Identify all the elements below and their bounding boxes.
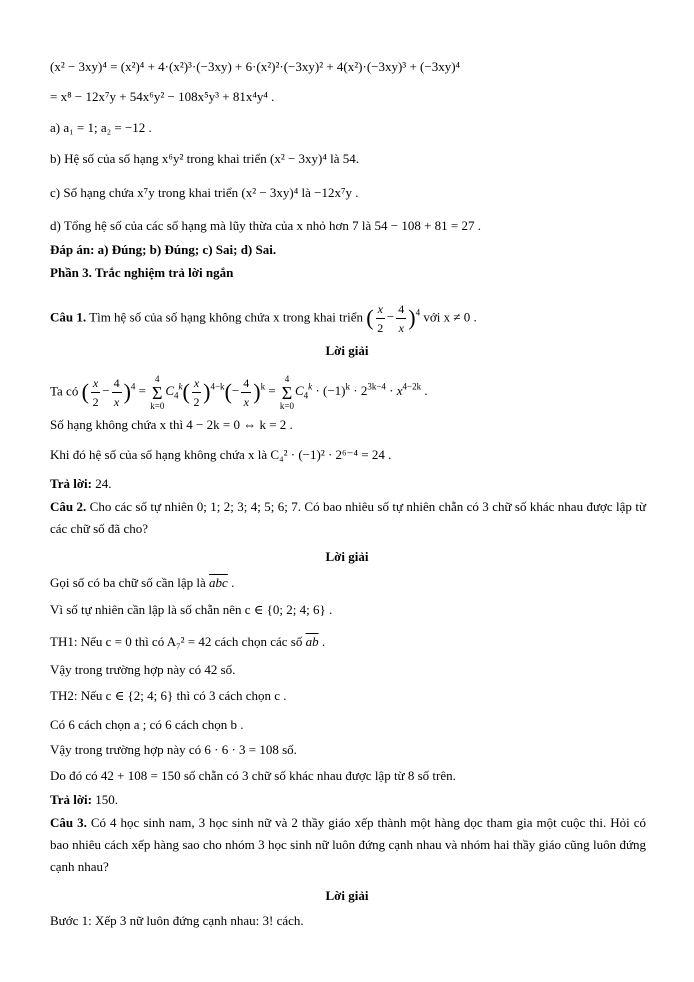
q1-solution-step-1 bbox=[50, 374, 428, 411]
q1-step1-formula: ( $\frac{x}{2}$ − $\frac{4}{x}$ )$^4$ = 4 Σ k=0 $C_4^k$( $\frac{x}{2}$ )$^{4-k}$(− $\frac{4}{x}$ )$^k$ = 4 Σ k=0 $C_4^k \cdot (-1)^k \cdot 2^{3k-4} \cdot x^{4-2k}$ . bbox=[81, 373, 428, 411]
q2-step1-var: $\overline{abc}$ bbox=[209, 575, 228, 590]
q2-answer-label: Trả lời: bbox=[50, 792, 92, 807]
q3-solution-title: Lời giải bbox=[325, 888, 369, 903]
question-2-text: Cho các số tự nhiên 0; 1; 2; 3; 4; 5; 6; 7. Có bao nhiêu số tự nhiên chẵn có 3 chữ số khác nhau được lập từ các chữ số đã cho? bbox=[50, 499, 646, 536]
q2-solution-step-8: Do đó có 42 + 108 = 150 số chẵn có 3 chữ số khác nhau được lập từ 8 số trên. bbox=[50, 768, 456, 783]
question-2-label: Câu 2. bbox=[50, 499, 87, 514]
q2-solution-step-3: TH1: Nếu c = 0 thì có A₇² = 42 cách chọn các số $\overline{ab}$ . bbox=[50, 634, 326, 649]
answer-key: Đáp án: a) Đúng; b) Đúng; c) Sai; d) Sai. bbox=[50, 242, 277, 257]
expansion-line-2: = x⁸ − 12x⁷y + 54x⁶y² − 108x⁵y³ + 81x⁴y⁴ . bbox=[50, 89, 275, 104]
section-title: Phần 3. Trắc nghiệm trả lời ngắn bbox=[50, 265, 234, 280]
question-3-label: Câu 3. bbox=[50, 815, 87, 830]
q2-answer bbox=[50, 791, 118, 809]
q2-solution-title: Lời giải bbox=[325, 549, 369, 564]
question-3-text: Có 4 học sinh nam, 3 học sinh nữ và 2 thầy giáo xếp thành một hàng dọc tham gia một cuộc thi. Hỏi có bao nhiêu cách xếp hàng sao cho nhóm 3 học sinh nữ luôn đứng cạnh nhau và nhóm hai thầy giáo cũng luôn đứng cạnh nhau? bbox=[50, 815, 646, 874]
q2-solution-step-4: Vậy trong trường hợp này có 42 số. bbox=[50, 662, 236, 677]
statement-d: d) Tổng hệ số của các số hạng mà lũy thừa của x nhỏ hơn 7 là 54 − 108 + 81 = 27 . bbox=[50, 218, 482, 233]
q2-answer-value: 150. bbox=[91, 792, 118, 807]
statement-a: a) a₁ = 1; a₂ = −12 . bbox=[50, 120, 152, 135]
question-2 bbox=[50, 496, 646, 540]
q1-answer-label: Trả lời: bbox=[50, 476, 92, 491]
q2-step1-text: Gọi số có ba chữ số cần lập là bbox=[50, 575, 210, 590]
q1-answer-value: 24. bbox=[91, 476, 112, 491]
q2-solution-step-2: Vì số tự nhiên cần lập là số chẵn nên c ∈ {0; 2; 4; 6} . bbox=[50, 602, 333, 617]
q1-solution-step-2: Số hạng không chứa x thì 4 − 2k = 0 ⇔ k = 2 . bbox=[50, 417, 293, 432]
q2-solution-step-5: TH2: Nếu c ∈ {2; 4; 6} thì có 3 cách chọn c . bbox=[50, 688, 287, 703]
question-1-tail: với x ≠ 0 . bbox=[423, 309, 477, 325]
q1-solution-step-3: Khi đó hệ số của số hạng không chứa x là C₄² · (−1)² · 2⁶⁻⁴ = 24 . bbox=[50, 447, 392, 462]
q2-solution-step-6: Có 6 cách chọn a ; có 6 cách chọn b . bbox=[50, 717, 244, 732]
q2-step3-text: TH1: Nếu c = 0 thì có A₇² = 42 cách chọn các số bbox=[50, 634, 306, 649]
q1-answer bbox=[50, 475, 111, 493]
question-3 bbox=[50, 812, 646, 878]
question-1-text: Tìm hệ số của số hạng không chứa x trong khai triển bbox=[89, 309, 363, 325]
q1-step1-prefix: Ta có bbox=[50, 383, 79, 399]
question-1-expression: ( $\frac{x}{2}$ − $\frac{4}{x}$ )$^4$ bbox=[366, 302, 421, 335]
q2-solution-step-7: Vậy trong trường hợp này có 6 · 6 · 3 = 108 số. bbox=[50, 742, 297, 757]
q2-solution-step-1: Gọi số có ba chữ số cần lập là $\overline{abc}$ . bbox=[50, 575, 235, 590]
statement-b: b) Hệ số của số hạng x⁶y² trong khai triển (x² − 3xy)⁴ là 54. bbox=[50, 151, 360, 166]
q3-solution-step-1: Bước 1: Xếp 3 nữ luôn đứng cạnh nhau: 3! cách. bbox=[50, 913, 304, 928]
q2-step3-var: $\overline{ab}$ bbox=[305, 634, 319, 649]
q1-solution-title: Lời giải bbox=[325, 343, 369, 358]
expansion-line-1: (x² − 3xy)⁴ = (x²)⁴ + 4·(x²)³·(−3xy) + 6·(x²)²·(−3xy)² + 4(x²)·(−3xy)³ + (−3xy)⁴ bbox=[50, 59, 461, 74]
question-1 bbox=[50, 300, 477, 337]
statement-c: c) Số hạng chứa x⁷y trong khai triển (x² − 3xy)⁴ là −12x⁷y . bbox=[50, 185, 359, 200]
question-1-label: Câu 1. bbox=[50, 309, 87, 325]
